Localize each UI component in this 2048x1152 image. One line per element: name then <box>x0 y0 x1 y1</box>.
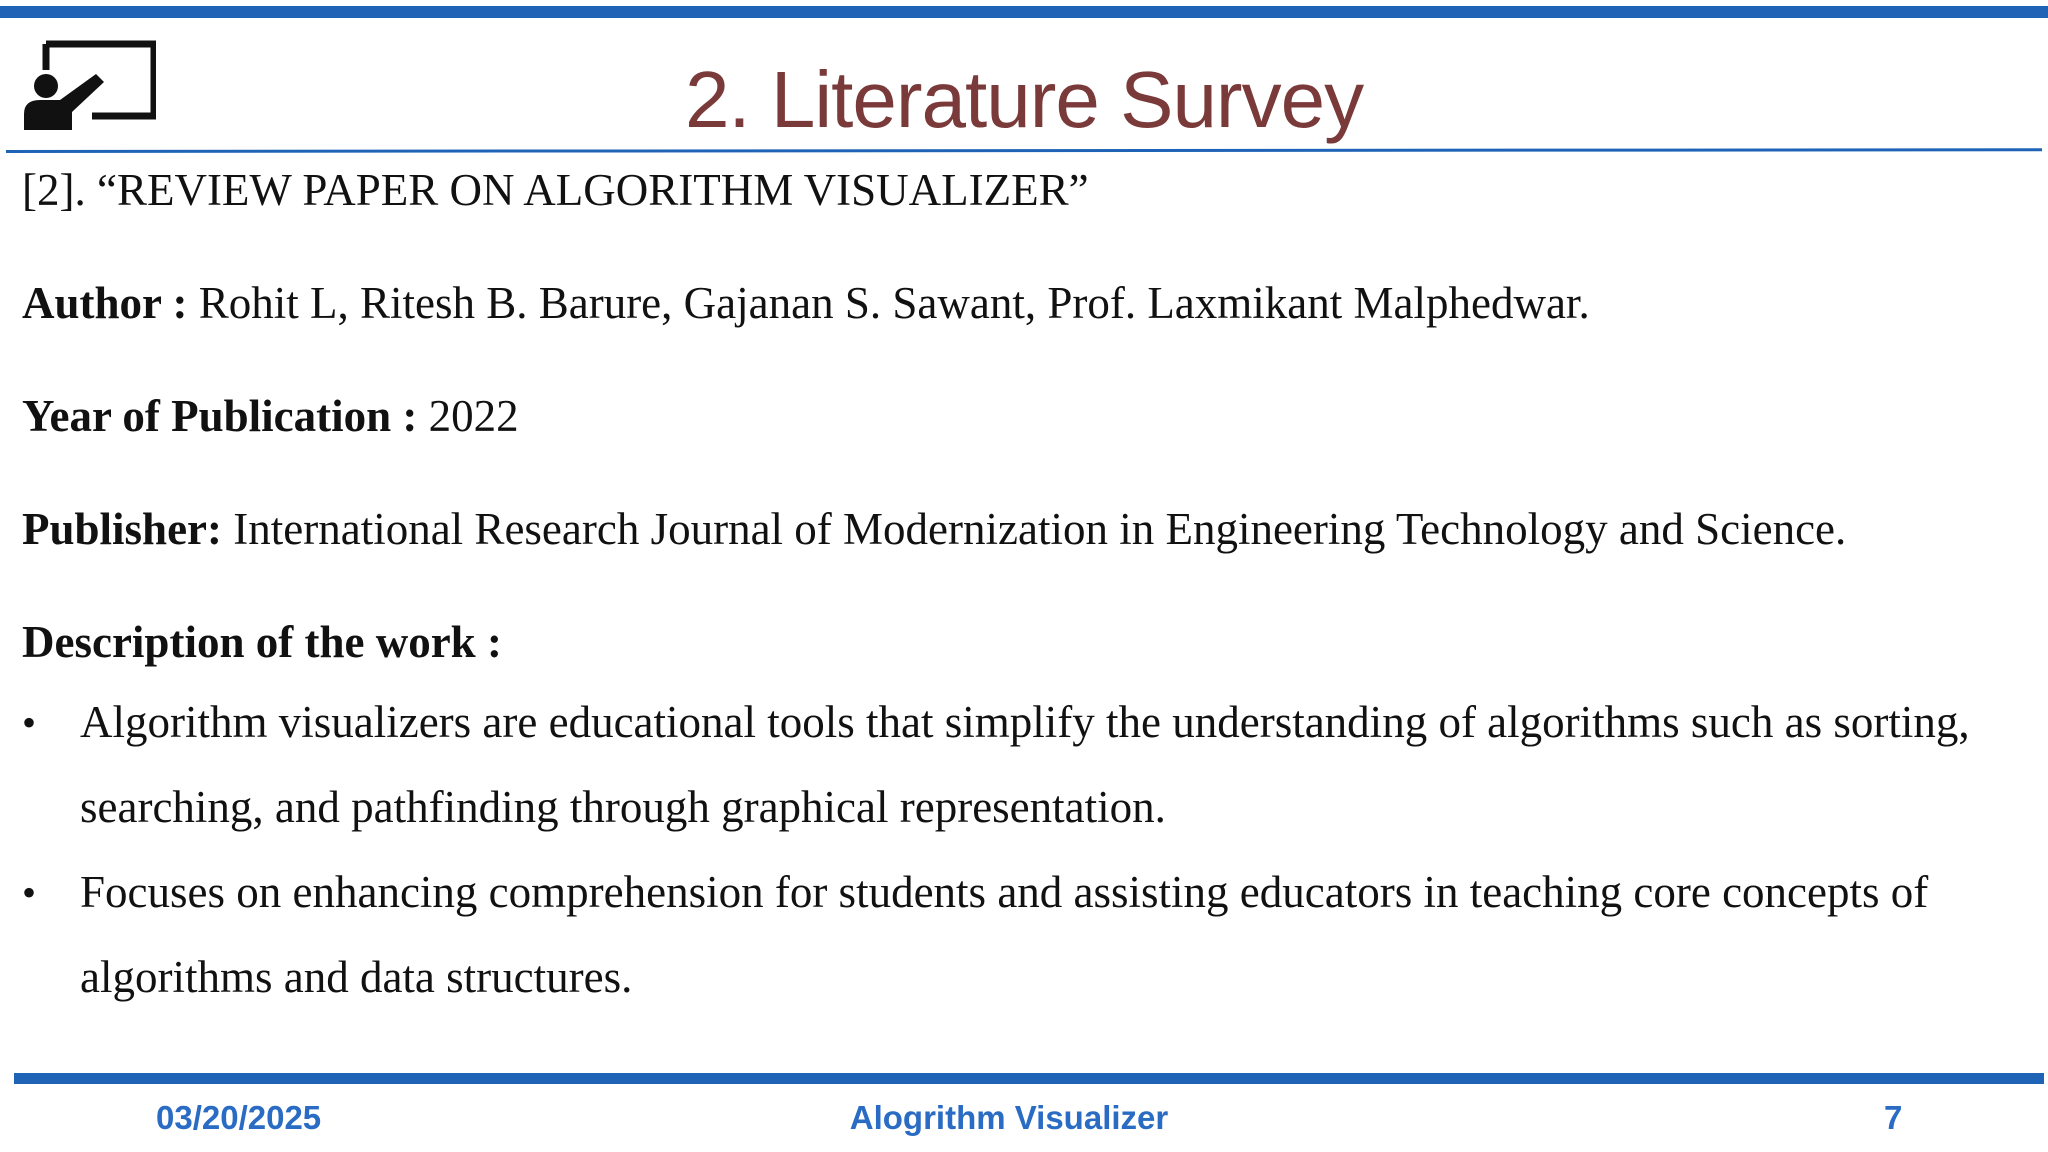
bullet-text: Focuses on enhancing comprehension for students and assisting educators in teaching core concepts of algorithms and data structures. <box>80 867 1929 1002</box>
description-heading: Description of the work : <box>22 617 502 667</box>
publisher-value: International Research Journal of Modernization in Engineering Technology and Science. <box>222 504 1847 554</box>
author-label: Author : <box>22 278 188 328</box>
publisher-line <box>22 499 1846 559</box>
list-item <box>22 850 2010 1020</box>
publisher-label: Publisher: <box>22 504 223 554</box>
slide-title: 2. Literature Survey <box>684 55 1364 144</box>
footer-title: Alogrithm Visualizer <box>849 1099 1169 1136</box>
list-item <box>22 680 2010 850</box>
reference-title: [2]. “REVIEW PAPER ON ALGORITHM VISUALIZER” <box>22 165 1089 215</box>
bottom-accent-bar <box>14 1073 2044 1084</box>
top-accent-bar <box>0 6 2048 18</box>
author-value: Rohit L, Ritesh B. Barure, Gajanan S. Sawant, Prof. Laxmikant Malphedwar. <box>187 278 1590 328</box>
year-label: Year of Publication : <box>22 391 418 441</box>
page-number: 7 <box>1884 1099 1903 1136</box>
bullet-icon: • <box>22 870 37 915</box>
title-divider <box>6 148 2042 153</box>
description-bullets <box>22 680 2012 1020</box>
year-line <box>22 386 519 446</box>
bullet-icon: • <box>22 700 37 745</box>
bullet-text: Algorithm visualizers are educational tools that simplify the understanding of algorithms such as sorting, searching, and pathfinding through graphical representation. <box>80 697 1970 832</box>
author-line <box>22 273 1590 333</box>
year-value: 2022 <box>417 391 519 441</box>
footer-date: 03/20/2025 <box>156 1099 322 1136</box>
